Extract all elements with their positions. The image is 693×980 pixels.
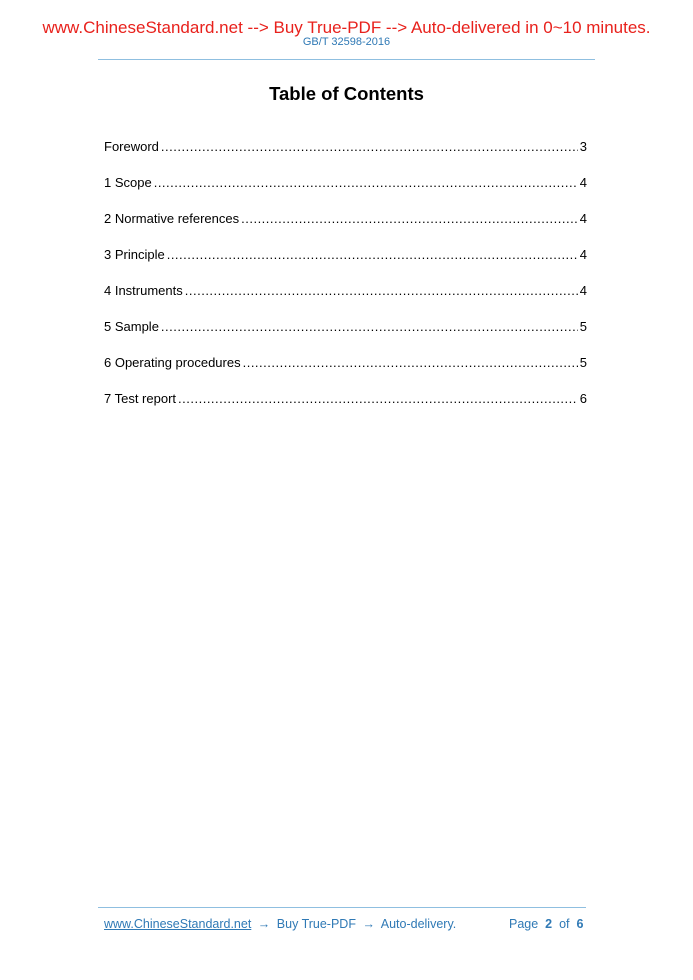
toc-entry-page: 3 [579,139,587,154]
toc-entry-foreword[interactable] [104,139,587,175]
toc-entry-label: 3 Principle [104,247,165,262]
toc-entry-normative-references[interactable] [104,211,587,247]
toc-entry-operating-procedures[interactable] [104,355,587,391]
toc-entry-page: 4 [579,283,587,298]
dot-leader [167,247,578,262]
toc-entry-label: 5 Sample [104,319,159,334]
toc-entry-label: 2 Normative references [104,211,240,226]
buy-step-label: Buy True-PDF [276,917,356,931]
header-divider [98,59,595,60]
toc-entry-page: 5 [579,319,587,334]
total-pages-number: 6 [576,917,584,931]
toc-entry-label: 4 Instruments [104,283,183,298]
toc-entry-scope[interactable] [104,175,587,211]
toc-entry-page: 4 [579,211,587,226]
page-word: Page [509,917,539,931]
table-of-contents [104,139,587,427]
toc-entry-instruments[interactable] [104,283,587,319]
dot-leader [161,319,578,334]
right-arrow-icon: → [362,917,375,931]
page-indicator [509,917,583,931]
right-arrow-icon: → [257,917,271,931]
toc-entry-test-report[interactable] [104,391,587,427]
of-word: of [559,917,570,931]
current-page-number: 2 [545,917,553,931]
dot-leader [178,391,578,406]
toc-entry-label: Foreword [104,139,159,154]
toc-entry-page: 5 [579,355,587,370]
dot-leader [243,355,578,370]
toc-entry-page: 6 [579,391,587,406]
dot-leader [154,175,578,190]
delivery-step-label: Auto-delivery. [380,917,457,931]
toc-entry-sample[interactable] [104,319,587,355]
footer-divider [98,907,586,908]
site-link[interactable]: www.ChineseStandard.net [104,917,252,931]
toc-entry-label: 6 Operating procedures [104,355,241,370]
footer-promo [104,917,456,931]
toc-entry-label: 7 Test report [104,391,177,406]
toc-entry-principle[interactable] [104,247,587,283]
toc-title: Table of Contents [269,83,424,104]
dot-leader [161,139,578,154]
dot-leader [241,211,578,226]
toc-entry-label: 1 Scope [104,175,152,190]
document-code: GB/T 32598-2016 [302,36,391,48]
toc-entry-page: 4 [579,175,587,190]
promo-banner: www.ChineseStandard.net --> Buy True-PDF --> Auto-delivered in 0~10 minutes. [42,18,651,37]
toc-entry-page: 4 [579,247,587,262]
dot-leader [185,283,578,298]
